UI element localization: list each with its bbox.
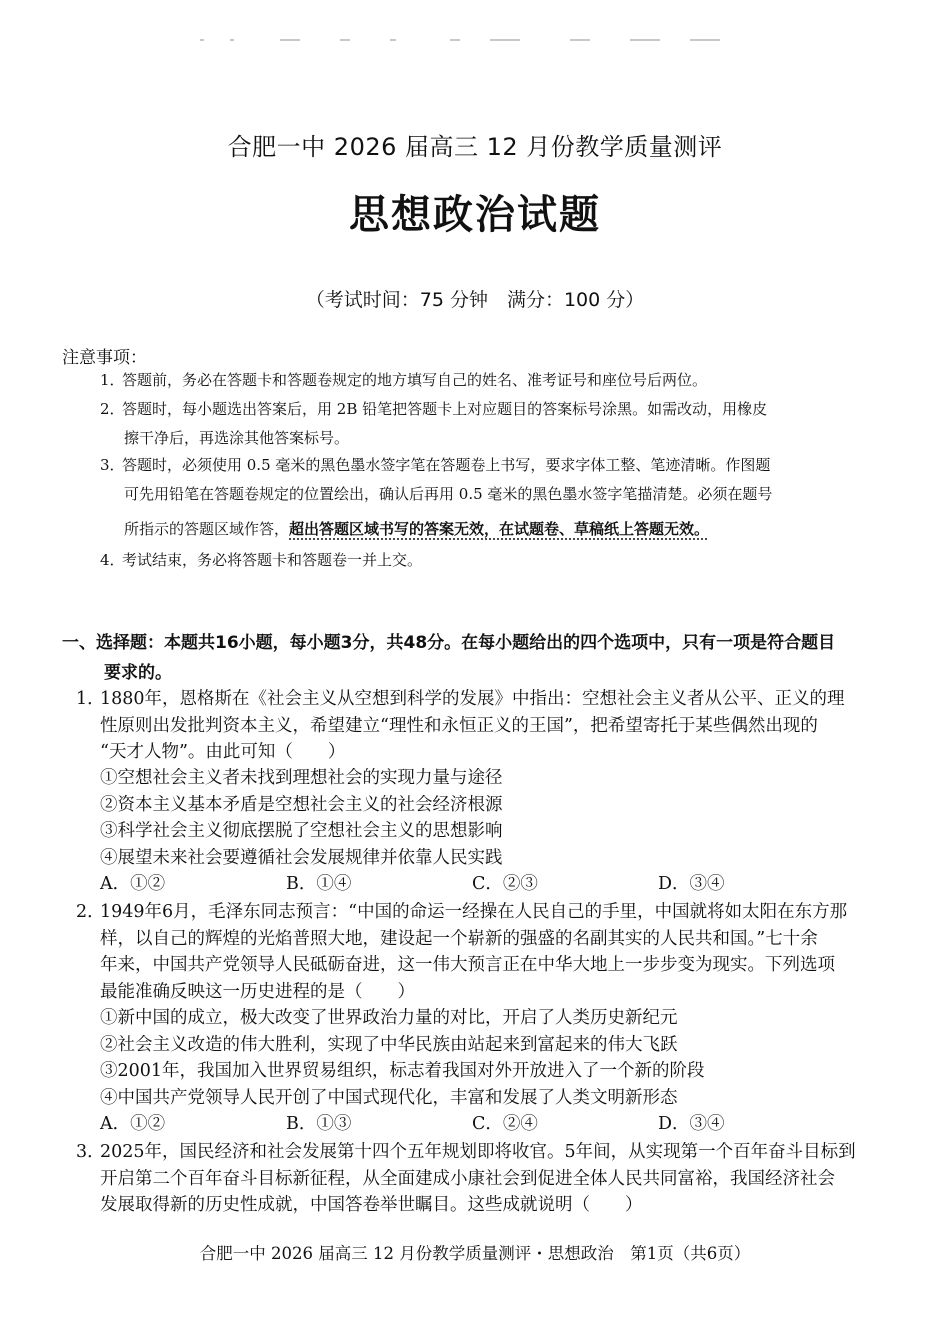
choice-d: D．③④ xyxy=(658,874,725,894)
notice-item-number: 1． xyxy=(100,371,125,389)
choice-b: B．①④ xyxy=(286,874,352,894)
question-stem-line: 年来，中国共产党领导人民砥砺奋进，这一伟大预言正在中华大地上一步步变为现实。下列选项 xyxy=(100,955,835,975)
question-2-stem xyxy=(76,899,892,1005)
question-number: 3． xyxy=(76,1142,105,1162)
choice-c: C．②③ xyxy=(472,874,538,894)
question-stem-line: 性原则出发批判资本主义，希望建立“理性和永恒正义的王国”，把希望寄托于某些偶然出现的 xyxy=(100,715,818,736)
choice-c: C．②④ xyxy=(472,1114,538,1134)
question-2-statements xyxy=(100,1005,705,1111)
question-number: 2． xyxy=(76,902,105,922)
choice-b: B．①③ xyxy=(286,1114,352,1134)
question-3-stem xyxy=(76,1139,892,1219)
section-heading-line: 一、选择题：本题共16小题，每小题3分，共48分。在每小题给出的四个选项中，只有一项是符合题目 xyxy=(62,633,836,653)
notice-item-number: 4． xyxy=(100,551,125,569)
question-1-stem xyxy=(76,686,892,766)
notice-item-line: 答题前，务必在答题卡和答题卷规定的地方填写自己的姓名、准考证号和座位号后两位。 xyxy=(122,371,708,389)
notice-emphasis: 超出答题区域书写的答案无效，在试题卷、草稿纸上答题无效。 xyxy=(289,520,710,538)
subject-title: 思想政治试题 xyxy=(349,191,601,238)
statement: ④中国共产党领导人民开创了中国式现代化，丰富和发展了人类文明新形态 xyxy=(100,1087,678,1108)
top-bleed-marks xyxy=(190,32,750,46)
question-stem-line: 发展取得新的历史性成就，中国答卷举世瞩目。这些成就说明（ ） xyxy=(100,1195,643,1215)
question-stem-line: “天才人物”。由此可知（ ） xyxy=(100,742,346,762)
question-stem-line: 样，以自己的辉煌的光焰普照大地，建设起一个崭新的强盛的名副其实的人民共和国。”七十余 xyxy=(100,928,818,949)
question-stem-line: 1880年，恩格斯在《社会主义从空想到科学的发展》中指出：空想社会主义者从公平、正义的理 xyxy=(100,689,845,709)
statement: ①新中国的成立，极大改变了世界政治力量的对比，开启了人类历史新纪元 xyxy=(100,1008,678,1028)
notice-item-line: 擦干净后，再选涂其他答案标号。 xyxy=(124,429,350,447)
question-number: 1． xyxy=(76,689,105,709)
statement: ②社会主义改造的伟大胜利，实现了中华民族由站起来到富起来的伟大飞跃 xyxy=(100,1034,678,1055)
choice-a: A．①② xyxy=(100,874,166,894)
statement: ②资本主义基本矛盾是空想社会主义的社会经济根源 xyxy=(100,794,503,815)
statement: ①空想社会主义者未找到理想社会的实现力量与途径 xyxy=(100,768,503,788)
notice-item-4 xyxy=(100,546,890,575)
question-2-choices xyxy=(100,1111,860,1138)
notice-item-number: 2． xyxy=(100,400,125,418)
notice-item-line: 答题时，必须使用 0.5 毫米的黑色墨水签字笔在答题卷上书写，要求字体工整、笔迹清晰。作图题 xyxy=(122,456,771,474)
notice-item-line: 考试结束，务必将答题卡和答题卷一并上交。 xyxy=(122,551,423,569)
exam-info: （考试时间：75 分钟 满分：100 分） xyxy=(305,289,645,311)
notice-item-3 xyxy=(100,451,890,544)
question-stem-line: 最能准确反映这一历史进程的是（ ） xyxy=(100,981,415,1002)
section-heading-line: 要求的。 xyxy=(104,663,172,683)
exam-title: 合肥一中 2026 届高三 12 月份教学质量测评 xyxy=(227,133,723,161)
notice-item-line: 所指示的答题区域作答， xyxy=(124,520,290,538)
statement: ④展望未来社会要遵循社会发展规律并依靠人民实践 xyxy=(100,847,503,868)
question-stem-line: 开启第二个百年奋斗目标新征程，从全面建成小康社会到促进全体人民共同富裕，我国经济社会 xyxy=(100,1168,835,1189)
statement: ③科学社会主义彻底摆脱了空想社会主义的思想影响 xyxy=(100,821,503,841)
notice-item-number: 3． xyxy=(100,456,125,474)
notice-item-line: 答题时，每小题选出答案后，用 2B 铅笔把答题卡上对应题目的答案标号涂黑。如需改动，用橡皮 xyxy=(122,400,768,418)
question-1-choices xyxy=(100,871,860,898)
question-stem-line: 1949年6月，毛泽东同志预言：“中国的命运一经操在人民自己的手里，中国就将如太阳在东方那 xyxy=(100,902,848,922)
question-stem-line: 2025年，国民经济和社会发展第十四个五年规划即将收官。5年间，从实现第一个百年奋斗目标到 xyxy=(100,1142,856,1162)
notice-item-1 xyxy=(100,366,890,395)
notice-heading: 注意事项： xyxy=(62,348,147,368)
section-heading xyxy=(62,628,892,688)
page-footer: 合肥一中 2026 届高三 12 月份教学质量测评・思想政治 第1页（共6页） xyxy=(199,1244,751,1263)
question-1-statements xyxy=(100,765,503,871)
statement: ③2001年，我国加入世界贸易组织，标志着我国对外开放进入了一个新的阶段 xyxy=(100,1061,705,1081)
choice-d: D．③④ xyxy=(658,1114,725,1134)
notice-item-line: 可先用铅笔在答题卷规定的位置绘出，确认后再用 0.5 毫米的黑色墨水签字笔描清楚。必须在题号 xyxy=(124,485,773,503)
choice-a: A．①② xyxy=(100,1114,166,1134)
notice-item-2 xyxy=(100,395,890,453)
